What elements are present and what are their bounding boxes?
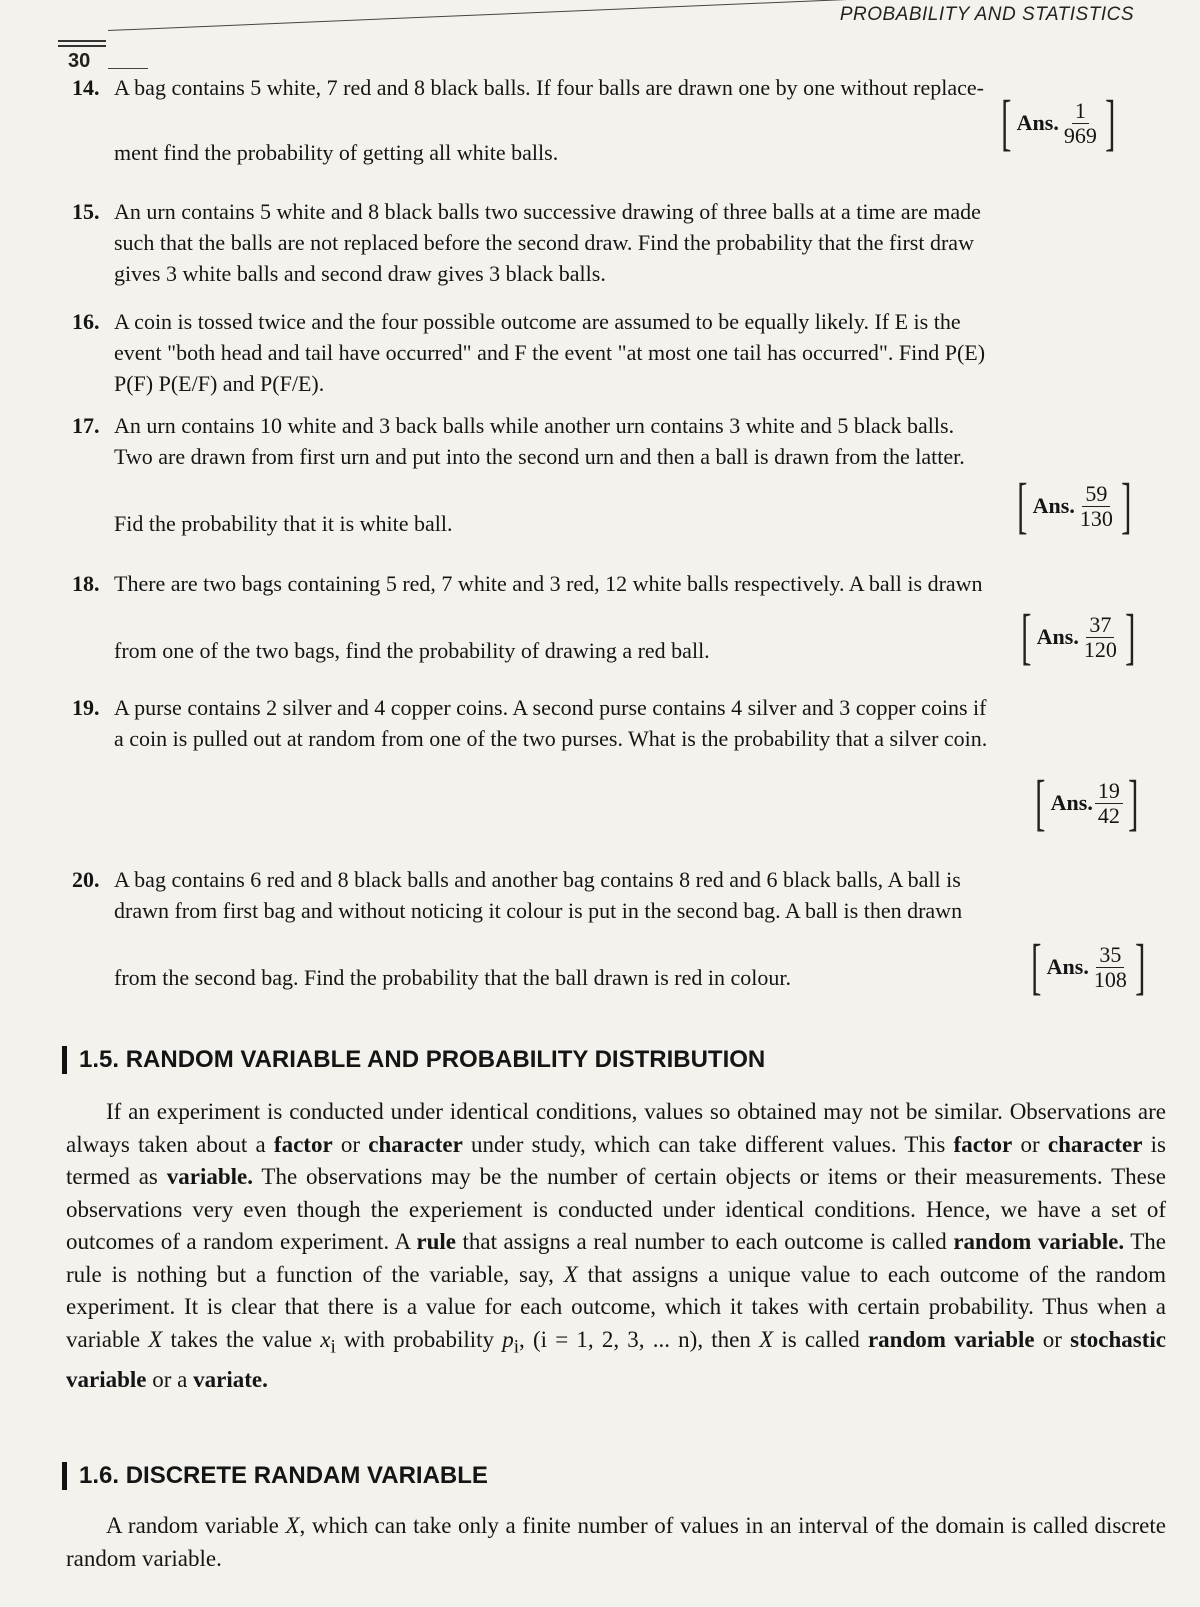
section-paragraph-1-5: If an experiment is conducted under identical conditions, values so obtained may not be similar. Observations are always taken about a factor or character under study, which can take different values. This factor or character is termed as variable. The observations may be the number of certain objects or items or their measurements. These observations very even though the experiement is conducted under identical conditions. Hence, we have a set of outcomes of a random experiment. A rule that assigns a real number to each outcome is called random variable. The rule is nothing but a function of the variable, say, X that assigns a unique value to each outcome of the random experiment. It is clear that there is a value for each outcome, which it takes with certain probability. Thus when a variable X takes the value $x_i$ with probability $p_i$, (i = 1, 2, 3, ... n), then X is called random variable or stochastic variable or a variate. (66, 1099, 1167, 1392)
problem-line: An urn contains 5 white and 8 black balls two successive drawing of three balls at a time are made (114, 199, 981, 224)
answer-label: Ans. (1032, 493, 1075, 518)
problem-continuation: ment find the probability of getting all white balls. (114, 140, 559, 165)
problem-18 (72, 568, 1152, 671)
problem-line: Two are drawn from first urn and put into the second urn and then a ball is drawn from the latter. (114, 444, 965, 469)
problem-line: gives 3 white balls and second draw gives 3 black balls. (114, 261, 606, 286)
problem-continuation: Fid the probability that it is white ball. (114, 511, 453, 536)
problem-line: An urn contains 10 white and 3 back balls while another urn contains 3 white and 5 black balls. (114, 413, 955, 438)
problem-text: There are two bags containing 5 red, 7 white and 3 red, 12 white balls respectively. A ball is drawn (114, 571, 983, 596)
running-title: PROBABILITY AND STATISTICS (839, 4, 1134, 25)
answer-label: Ans. (1016, 110, 1059, 135)
problem-number: 17. (72, 413, 100, 438)
header-rule (108, 0, 847, 31)
answer-fraction (1095, 779, 1123, 828)
answer-19: [ Ans. $\frac{19}{42}$ ] (1035, 769, 1139, 837)
section-heading-1-6: 1.6. DISCRETE RANDAM VARIABLE (62, 1462, 488, 1490)
section-paragraph-1-6: A random variable X, which can take only a finite number of values in an interval of the domain is called discrete random variable. (66, 1513, 1166, 1571)
problem-line: A bag contains 6 red and 8 black balls and another bag contains 8 red and 6 black balls, A ball is (114, 867, 961, 892)
answer-numerator: 1 (1072, 99, 1089, 124)
answer-label: Ans. (1036, 624, 1079, 649)
problem-number: 14. (72, 75, 100, 100)
problem-number: 15. (72, 199, 100, 224)
answer-14: [ Ans. $\frac{1}{969}$ ] (1001, 89, 1116, 157)
answer-fraction (1081, 613, 1120, 662)
problem-number: 19. (72, 695, 100, 720)
problem-line: such that the balls are not replaced before the second draw. Find the probability that the first draw (114, 230, 974, 255)
problem-number: 16. (72, 309, 100, 334)
answer-numerator: 37 (1086, 613, 1114, 638)
answer-20: [ Ans. $\frac{35}{108}$ ] (1031, 933, 1146, 1001)
answer-label: Ans. (1046, 954, 1089, 979)
answer-numerator: 35 (1096, 943, 1124, 968)
problem-16 (72, 306, 1152, 399)
problem-15 (72, 196, 1152, 289)
answer-label: Ans. (1050, 790, 1093, 815)
section-heading-1-5: 1.5. RANDOM VARIABLE AND PROBABILITY DISTRIBUTION (62, 1046, 765, 1074)
answer-18: [ Ans. $\frac{37}{120}$ ] (1021, 603, 1136, 671)
problem-20 (72, 864, 1152, 993)
problem-line: a coin is pulled out at random from one of the two purses. What is the probability that a silver coin. (114, 726, 988, 751)
problem-14 (72, 72, 1152, 168)
problem-line: P(F) P(E/F) and P(F/E). (114, 371, 325, 396)
answer-fraction (1091, 943, 1130, 992)
answer-denominator: 969 (1063, 122, 1097, 148)
problem-line: event "both head and tail have occurred" and F the event "at most one tail has occurred". Find P(E) (114, 340, 986, 365)
answer-fraction (1077, 482, 1116, 531)
problem-text: A bag contains 5 white, 7 red and 8 black balls. If four balls are drawn one by one without replace- (114, 75, 984, 100)
problem-line: drawn from first bag and without noticing it colour is put in the second bag. A ball is then drawn (114, 898, 963, 923)
page-number-rule (108, 68, 148, 69)
answer-fraction (1061, 99, 1100, 148)
problem-continuation: from the second bag. Find the probability that the ball drawn is red in colour. (114, 965, 791, 990)
page-number-ornament (58, 40, 106, 50)
problem-17 (72, 410, 1152, 539)
problem-number: 20. (72, 867, 100, 892)
answer-numerator: 59 (1082, 482, 1110, 507)
problem-19 (72, 692, 1152, 754)
answer-denominator: 42 (1097, 802, 1120, 828)
answer-denominator: 120 (1083, 636, 1117, 662)
answer-denominator: 130 (1079, 505, 1113, 531)
answer-17: [ Ans. $\frac{59}{130}$ ] (1017, 472, 1132, 540)
page-number: 30 (68, 50, 91, 72)
problem-line: A purse contains 2 silver and 4 copper coins. A second purse contains 4 silver and 3 copper coins if (114, 695, 987, 720)
answer-denominator: 108 (1093, 966, 1127, 992)
problem-continuation: from one of the two bags, find the probability of drawing a red ball. (114, 638, 710, 663)
answer-numerator: 19 (1095, 779, 1123, 804)
problem-number: 18. (72, 571, 100, 596)
problem-line: A coin is tossed twice and the four possible outcome are assumed to be equally likely. If E is the (114, 309, 961, 334)
